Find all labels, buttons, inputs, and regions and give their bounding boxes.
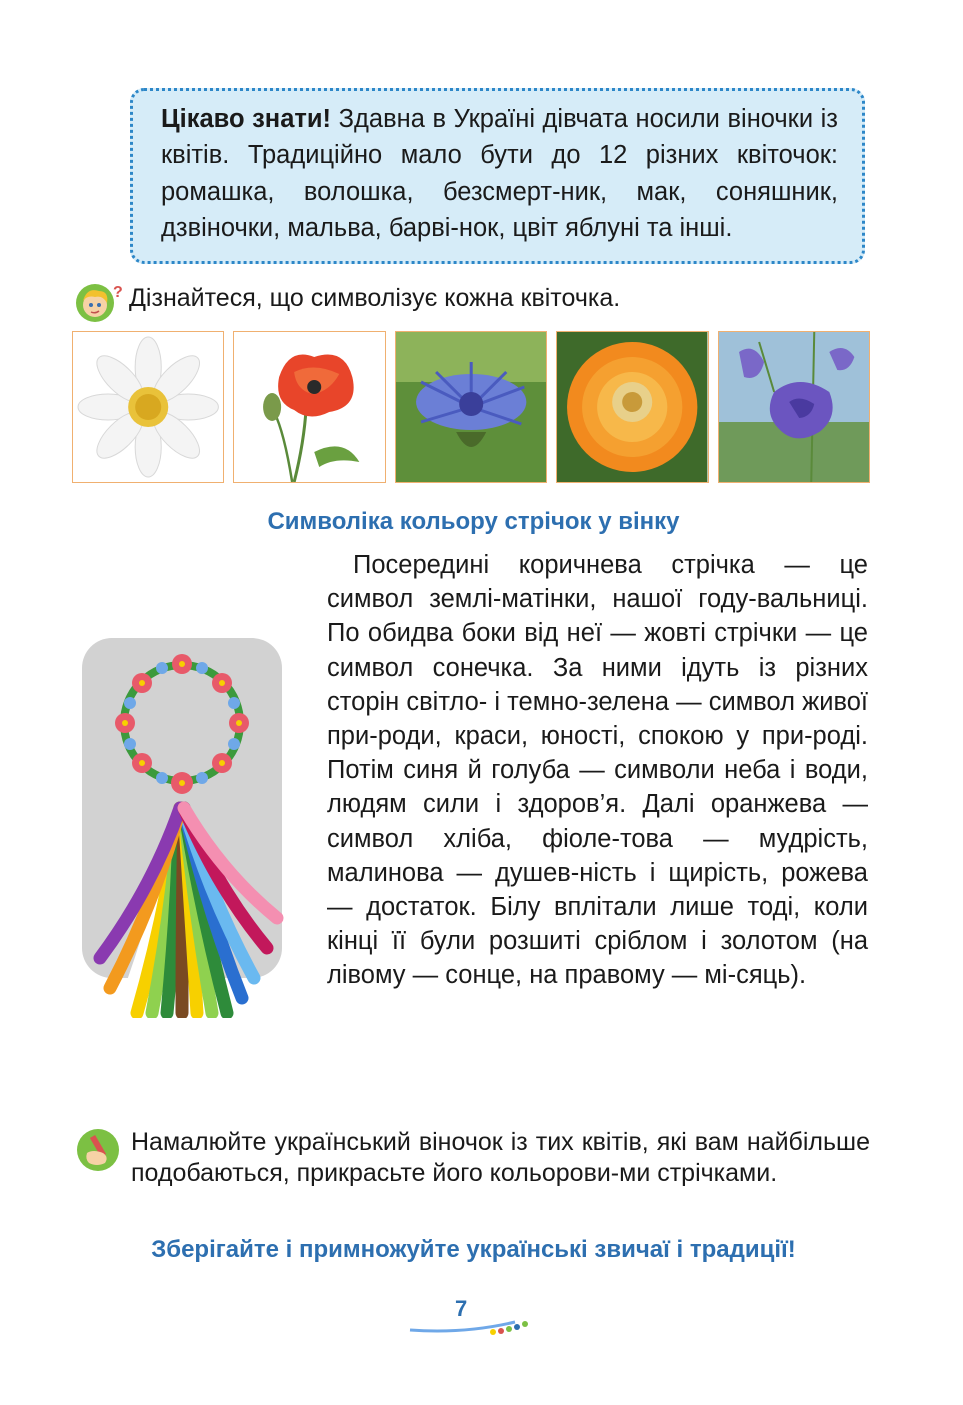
info-box-body: Здавна в Україні дівчата носили віночки із квітів. Традиційно мало бути до 12 різних квіточок: ромашка, волошка, безсмерт-ник, мак, соняшник, дзвіночки, мальва, барві-нок, цвіт яблуні та інші. [161, 105, 838, 243]
everlasting-photo [556, 331, 708, 483]
page-ornament [405, 1300, 545, 1340]
task-find-symbolism [75, 283, 875, 323]
closing-line: Зберігайте і примножуйте українські звичаї і традиції! [151, 1236, 796, 1263]
task-text: Дізнайтеся, що символізує кожна квіточка. [129, 284, 621, 312]
thinking-child-icon [75, 283, 123, 323]
wreath-illustration [82, 638, 287, 1018]
info-box-text [161, 101, 838, 247]
body-paragraph: Посередині коричнева стрічка — це символ землі-матінки, нашої году-вальниці. По обидва боки від неї — жовті стрічки — це символ сонечка. За ними ідуть із різних сторін світло- і темно-зелена — символ живої при-роди, краси, юності, спокою у при-роді. Потім синя й голуба — символи неба і води, людям сили і здоров’я. Далі оранжева — символ хліба, фіоле-това — мудрість, малинова — душев-ність і щирість, рожева — достаток. Білу вплітали лише тоді, коли кінці її були розшиті сріблом і золотом (на лівому — сонце, на правому — мі-сяць). [327, 551, 868, 990]
bellflower-photo [718, 331, 870, 483]
task-text: Намалюйте український віночок із тих квітів, які вам найбільше подобаються, прикрасьте його кольорови-ми стрічками. [131, 1128, 870, 1187]
cornflower-photo [395, 331, 547, 483]
task-draw-wreath [75, 1127, 870, 1189]
poppy-photo [233, 331, 385, 483]
page-number: 7 [455, 1296, 468, 1321]
section-title: Символіка кольору стрічок у вінку [267, 508, 680, 535]
info-box-lead: Цікаво знати! [161, 105, 332, 133]
info-box [130, 88, 865, 264]
chamomile-photo [72, 331, 224, 483]
pencil-hand-icon [75, 1127, 121, 1173]
flower-photos [72, 331, 870, 483]
svg-text:?: ? [113, 284, 123, 301]
